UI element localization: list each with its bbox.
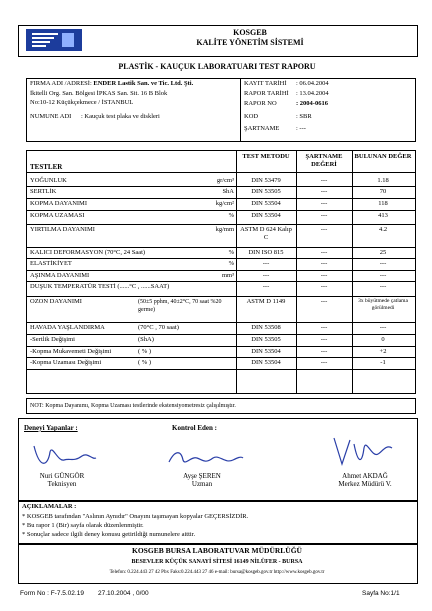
test-unit: (50±5 pphm, 40±2°C, 70 saat %20 germe) <box>138 299 222 313</box>
test-unit: gr/cm³ <box>216 177 234 184</box>
signature-1 <box>30 440 100 470</box>
meta-spec <box>244 125 306 133</box>
meta-code <box>244 113 312 121</box>
test-method: DIN 53504 <box>251 200 281 207</box>
person1 <box>22 472 102 488</box>
signature-3 <box>328 434 398 470</box>
test-name: DUŞUK TEMPERATÜR TESTİ (......°C , ......SAAT) <box>30 283 170 290</box>
person3 <box>320 472 410 488</box>
meta-label: KOD <box>244 113 259 120</box>
test-method: ASTM D 1149 <box>246 298 286 305</box>
found-value: --- <box>379 260 387 267</box>
header-underline <box>26 172 415 173</box>
spec-value: --- <box>320 324 328 331</box>
person2-name: Ayşe ŞEREN <box>183 472 221 480</box>
footer-contact: Telefon: 0.224.443 27 42 Pbx Faks:0.224.443 27 46 e-mail: bursa@kosgeb.gov.tr http://www.kosgeb.gov.tr <box>109 570 325 575</box>
meta-value: : 06.04.2004 <box>296 80 329 87</box>
test-method: --- <box>262 283 270 290</box>
spec-value: --- <box>320 359 328 366</box>
found-value: 1.18 <box>377 177 389 184</box>
spec-value: --- <box>320 188 328 195</box>
test-unit: kg/cm² <box>215 200 234 207</box>
test-name: ELASTİKİYET <box>30 260 72 267</box>
test-method: --- <box>262 272 270 279</box>
spec-value: --- <box>320 283 328 290</box>
footer-lab-name: KOSGEB BURSA LABORATUVAR MÜDÜRLÜĞÜ <box>132 546 302 555</box>
spec-value: --- <box>320 226 328 233</box>
sample-value: : Kauçuk test plaka ve diskleri <box>80 113 160 120</box>
row-separator <box>26 357 415 358</box>
meta-label: RAPOR TARİHİ <box>244 90 289 97</box>
found-value: 3x büyütmede çatlama görülmedi <box>358 298 408 311</box>
meta-label: RAPOR NO <box>244 100 277 107</box>
firm-line <box>30 80 193 88</box>
test-name: OZON DAYANIMI <box>30 298 82 305</box>
meta-label: KAYIT TARİHİ <box>244 80 287 87</box>
row-separator <box>26 296 415 297</box>
org-line2: KALİTE YÖNETİM SİSTEMİ <box>196 38 304 47</box>
test-unit: (ShA) <box>138 336 154 343</box>
test-method: DIN 53504 <box>251 359 281 366</box>
kosgeb-logo <box>26 29 82 51</box>
test-unit: % <box>228 260 234 267</box>
spec-value: --- <box>320 177 328 184</box>
header-method: TEST METODU <box>242 153 290 160</box>
firm-name: ENDER Lastik San. ve Tic. Ltd. Şti. <box>93 80 194 87</box>
spec-value: --- <box>320 336 328 343</box>
test-name: -Kopma Uzaması Değişimi <box>30 359 102 366</box>
header-tests: TESTLER <box>30 163 63 171</box>
person2-title: Uzman <box>191 480 213 488</box>
test-name: KOPMA UZAMASI <box>30 212 85 219</box>
meta-value: : --- <box>296 125 306 132</box>
test-method: DIN ISO 815 <box>248 249 284 256</box>
firm-divider <box>240 78 241 141</box>
signature-2 <box>165 446 245 470</box>
explanation-2: * Bu rapor 1 (Bir) sayfa olarak düzenlenmiştir. <box>22 522 144 529</box>
found-value: -1 <box>380 359 386 366</box>
test-unit: mm³ <box>221 272 234 279</box>
found-value: --- <box>379 324 387 331</box>
spec-value: --- <box>320 260 328 267</box>
footer-address: BESEVLER KÜÇÜK SANAYİ SİTESİ 16149 NİLÜFER - BURSA <box>131 559 303 565</box>
meta-value: : 13.04.2004 <box>296 90 329 97</box>
found-value: 70 <box>379 188 387 195</box>
report-title: PLASTİK - KAUÇUK LABORATUARI TEST RAPORU <box>118 62 316 71</box>
test-name: KOPMA DAYANIMI <box>30 200 88 207</box>
row-separator <box>26 224 415 225</box>
row-separator <box>26 258 415 259</box>
test-unit: kg/mm <box>215 226 234 233</box>
form-date: 27.10.2004 , 0/00 <box>98 590 149 597</box>
found-value: 4.2 <box>378 226 388 233</box>
found-value: --- <box>379 283 387 290</box>
org-line1: KOSGEB <box>233 28 267 37</box>
page-number: Sayfa No:1/1 <box>362 590 400 597</box>
test-name: HAVADA YAŞLANDIRMA <box>30 324 105 331</box>
test-method: ASTM D 624 Kalıp C <box>240 226 292 241</box>
person2 <box>162 472 242 488</box>
test-unit: % <box>228 249 234 256</box>
row-separator <box>26 210 415 211</box>
form-no: Form No : F-7.5.02.19 <box>20 590 84 597</box>
meta-report-no <box>244 100 328 108</box>
person1-title: Teknisyen <box>47 480 77 488</box>
spec-value: --- <box>320 212 328 219</box>
test-method: DIN 53505 <box>251 188 281 195</box>
meta-report-date <box>244 90 329 98</box>
found-value: +2 <box>379 348 387 355</box>
meta-registration <box>244 80 329 88</box>
header-found: BULUNAN DEĞER <box>354 153 412 160</box>
found-value: 0 <box>381 336 385 343</box>
firm-address-1: İkitelli Org. San. Bölgesi İPKAS San. Sit. 16 B Blok <box>30 90 168 97</box>
person3-name: Ahmet AKDAĞ <box>342 472 388 480</box>
found-value: --- <box>379 272 387 279</box>
test-name: SERTLİK <box>30 188 57 195</box>
person1-name: Nuri GÜNGÖR <box>39 472 85 480</box>
spec-value: --- <box>320 298 328 305</box>
test-name: YIRTILMA DAYANIMI <box>30 226 95 233</box>
meta-label: ŞARTNAME <box>244 125 280 132</box>
test-name: -Kopma Mukavemeti Değişimi <box>30 348 112 355</box>
row-separator <box>26 346 415 347</box>
test-unit: ( % ) <box>138 359 151 366</box>
found-value: 25 <box>379 249 387 256</box>
sample-line <box>30 113 160 121</box>
row-separator <box>26 186 415 187</box>
sample-label: NUMUNE ADI <box>30 113 72 120</box>
test-name: AŞINMA DAYANIMI <box>30 272 90 279</box>
test-method: --- <box>262 260 270 267</box>
explanation-3: * Sonuçlar sadece ilgili deney konusu getirildiği numunelere aittir. <box>22 531 196 538</box>
row-separator <box>26 334 415 335</box>
spec-value: --- <box>320 272 328 279</box>
spec-value: --- <box>320 348 328 355</box>
row-separator <box>26 198 415 199</box>
row-separator <box>26 247 415 248</box>
test-unit: % <box>228 212 234 219</box>
control-label: Kontrol Eden : <box>172 424 217 432</box>
test-name: YOĞUNLUK <box>30 177 67 184</box>
organization-title <box>100 28 400 48</box>
row-separator <box>26 270 415 271</box>
found-value: 118 <box>378 200 388 207</box>
note-text: NOT: Kopma Dayanımı, Kopma Uzaması testlerinde ekstensiyometresiz çalışılmıştır. <box>30 403 236 409</box>
test-method: DIN 53505 <box>251 336 281 343</box>
test-unit: (70°C , 70 saat) <box>138 324 179 331</box>
test-method: DIN 53508 <box>251 324 281 331</box>
row-separator <box>26 369 415 370</box>
meta-value: : SBR <box>296 113 312 120</box>
test-name: -Sertlik Değişimi <box>30 336 75 343</box>
header-spec: ŞARTNAME DEĞERİ <box>305 153 343 168</box>
person3-title: Merkez Müdürü V. <box>338 480 392 488</box>
test-unit: ( % ) <box>138 348 151 355</box>
prepared-label: Deneyi Yapanlar : <box>24 424 78 432</box>
explanation-1: * KOSGEB tarafından "Aslının Aynıdır" Onayını taşımayan kopyalar GEÇERSİZDİR. <box>22 513 249 520</box>
test-method: DIN 53504 <box>251 212 281 219</box>
spec-value: --- <box>320 200 328 207</box>
test-method: DIN 53504 <box>251 348 281 355</box>
found-value: 413 <box>378 212 388 219</box>
test-method: DIN 53479 <box>251 177 281 184</box>
row-separator <box>26 281 415 282</box>
test-name: KALICI DEFORMASYON (70°C, 24 Saat) <box>30 249 146 256</box>
spec-value: --- <box>320 249 328 256</box>
row-separator <box>26 322 415 323</box>
meta-value: : 2004-0616 <box>296 100 328 107</box>
test-unit: ShA <box>222 188 234 195</box>
explanations-title: AÇIKLAMALAR : <box>22 503 77 510</box>
firm-label: FIRMA ADI /ADRESİ: <box>30 80 92 87</box>
firm-address-2: No:10-12 Küçükçekmece / İSTANBUL <box>30 99 134 106</box>
